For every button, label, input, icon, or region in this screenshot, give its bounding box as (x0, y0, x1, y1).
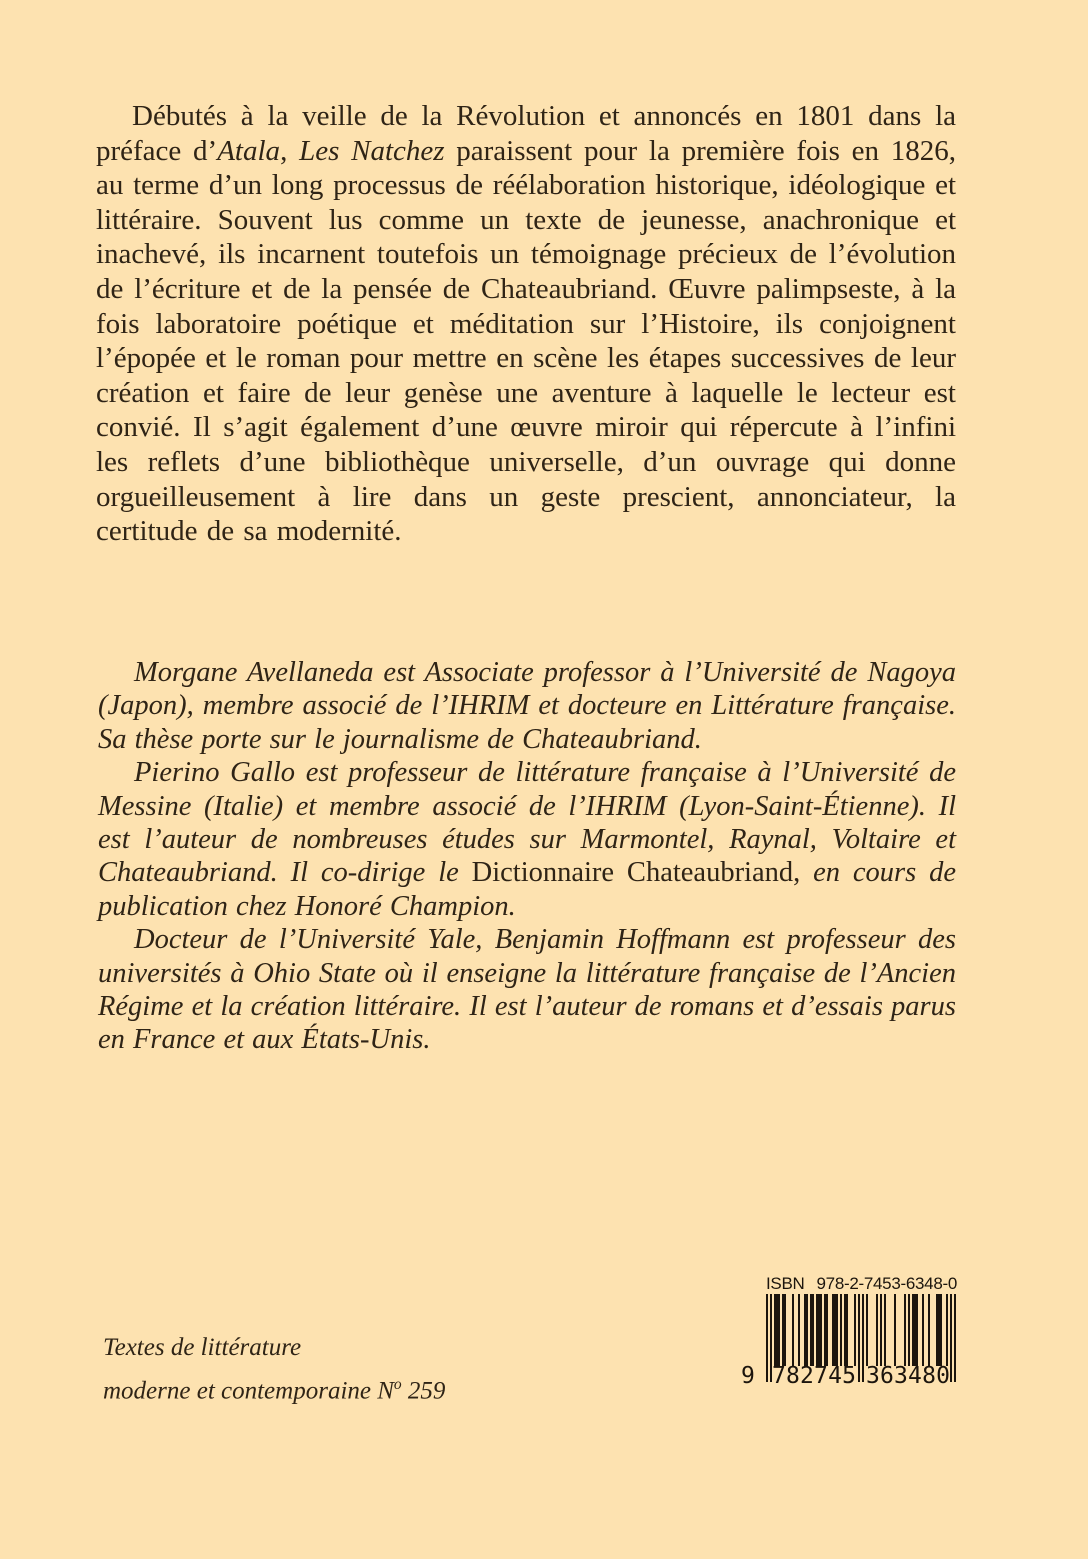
isbn-number: 978-2-7453-6348-0 (816, 1274, 957, 1293)
text-segment: Atala (217, 134, 281, 167)
paragraph (98, 656, 956, 756)
collection-label (103, 1329, 445, 1409)
text-segment: Docteur de l’Université Yale, Benjamin Hoffmann est professeur des universités à Ohio State où il enseigne la littérature française de l’Ancien Régime et la création littéraire. Il est l’auteur de romans et d’essais parus en France et aux États-Unis. (98, 924, 956, 1056)
book-blurb (96, 99, 956, 549)
collection-line-1: Textes de littérature (103, 1334, 302, 1361)
barcode-digits-left (772, 1365, 856, 1388)
author-bios (98, 656, 956, 1057)
text-segment: Pierino Gallo est professeur de littérature française à l’Université de Messine (Italie) et membre associé de l’IHRIM (Lyon-Saint-Étienne). Il est l’auteur de nombreuses études sur Marmontel, Raynal, Voltaire et Chateaubriand. Il co-dirige le (98, 757, 956, 889)
collection-number: 259 (401, 1377, 446, 1405)
barcode-digit: 2 (800, 1363, 814, 1389)
paragraph (98, 923, 956, 1057)
paragraph (96, 99, 956, 549)
text-segment: Les Natchez (299, 134, 445, 167)
barcode-digit: 5 (842, 1363, 856, 1389)
barcode-digit: 4 (908, 1363, 922, 1389)
barcode-digit: 3 (894, 1363, 908, 1389)
isbn-label (766, 1274, 957, 1294)
barcode-digit-first: 9 (741, 1363, 755, 1389)
collection-numero-sup: o (393, 1376, 402, 1393)
barcode-digit: 8 (786, 1363, 800, 1389)
barcode-digit: 7 (814, 1363, 828, 1389)
isbn-prefix: ISBN (766, 1274, 805, 1293)
barcode-digit: 3 (866, 1363, 880, 1389)
text-segment: , (280, 134, 300, 167)
paragraph (98, 756, 956, 923)
text-segment: paraissent pour la première fois en 1826, au terme d’un long processus de réélaboration historique, idéologique et littéraire. Souvent lus comme un texte de jeunesse, anachronique et inachevé, ils incarnent toutefois un témoignage précieux de l’évolution de l’écriture et de la pensée de Chateaubriand. Œuvre palimpseste, à la fois laboratoire poétique et méditation sur l’Histoire, ils conjoignent l’épopée et le roman pour mettre en scène les étapes successives de leur création et faire de leur genèse une aventure à laquelle le lecteur est convié. Il s’agit également d’une œuvre miroir qui répercute à l’infini les reflets d’une bibliothèque universelle, d’un ouvrage qui donne orgueilleusement à lire dans un geste prescient, annonciateur, la certitude de sa modernité. (96, 134, 956, 548)
barcode-digit: 7 (772, 1363, 786, 1389)
text-segment: Débutés à la veille de la Révolution et annoncés en 1801 dans la préface d’ (96, 100, 956, 167)
barcode-digits-right (866, 1365, 950, 1388)
barcode-digit: 8 (922, 1363, 936, 1389)
text-segment: Morgane Avellaneda est Associate professor à l’Université de Nagoya (Japon), membre associé de l’IHRIM et docteure en Littérature française. Sa thèse porte sur le journalisme de Chateaubriand. (98, 657, 956, 755)
barcode-digit: 0 (936, 1363, 950, 1389)
barcode-digit: 4 (828, 1363, 842, 1389)
text-segment: en cours de publication chez Honoré Champion. (98, 857, 956, 922)
collection-series-name: moderne et contemporaine N (103, 1377, 394, 1405)
collection-line-2 (103, 1366, 445, 1409)
text-segment: Dictionnaire Chateaubriand, (471, 857, 801, 889)
barcode-digit: 6 (880, 1363, 894, 1389)
